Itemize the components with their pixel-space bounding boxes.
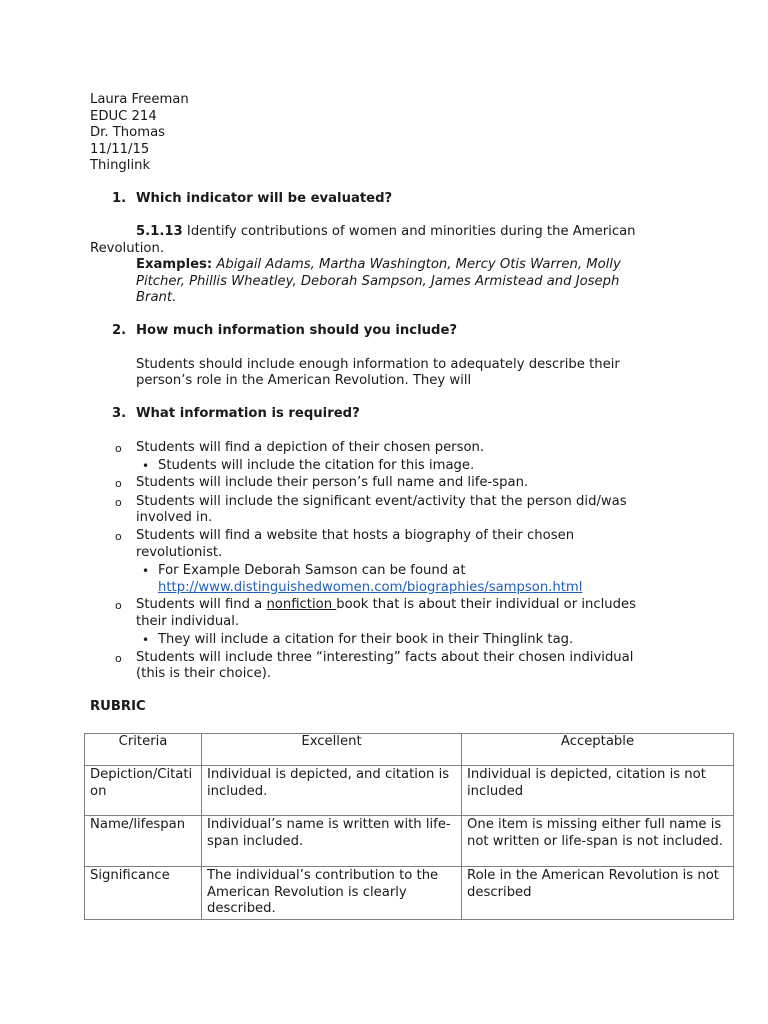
acceptable-cell: Individual is depicted, citation is not included — [462, 766, 734, 816]
indicator-text-1: Identify contributions of women and minorities during the American — [182, 224, 636, 239]
book-text-nonfiction: nonfiction — [266, 597, 337, 612]
requirement-book-line-2: their individual. — [136, 614, 240, 629]
question-2-number: 2. — [112, 323, 127, 338]
requirement-facts-line-1: Students will include three “interesting” facts about their chosen individual — [136, 650, 634, 665]
rubric-row — [85, 867, 734, 920]
indicator-code: 5.1.13 — [136, 224, 183, 239]
requirement-book-citation: They will include a citation for their book in their Thinglink tag. — [158, 632, 574, 647]
question-1-number: 1. — [112, 191, 127, 206]
book-text-pre: Students will find a — [136, 597, 267, 612]
excellent-cell: Individual is depicted, and citation is included. — [202, 766, 462, 816]
student-name: Laura Freeman — [90, 92, 189, 107]
answer-2-line-1: Students should include enough information to adequately describe their — [136, 357, 620, 372]
criteria-cell: Depiction/Citation — [85, 766, 202, 816]
question-3-number: 3. — [112, 406, 127, 421]
dot-bullet-icon: • — [142, 633, 150, 647]
ring-bullet-icon: o — [115, 599, 122, 612]
document-date: 11/11/15 — [90, 142, 150, 157]
ring-bullet-icon: o — [115, 477, 122, 490]
question-2-heading: How much information should you include? — [136, 323, 458, 338]
acceptable-cell: Role in the American Revolution is not described — [462, 867, 734, 920]
website-example-text: For Example Deborah Samson can be found at — [158, 563, 466, 578]
criteria-cell: Significance — [85, 867, 202, 920]
biography-link[interactable]: http://www.distinguishedwomen.com/biographies/sampson.html — [158, 580, 583, 595]
header-excellent: Excellent — [202, 734, 462, 766]
requirement-depiction: Students will find a depiction of their chosen person. — [136, 440, 485, 455]
rubric-title: RUBRIC — [90, 699, 146, 714]
rubric-table — [84, 733, 734, 920]
examples-line-2: Pitcher, Phillis Wheatley, Deborah Sampson, James Armistead and Joseph — [136, 274, 620, 289]
book-text-post: book that is about their individual or includes — [336, 597, 636, 612]
requirement-facts-line-2: (this is their choice). — [136, 666, 272, 681]
requirement-event-line-2: involved in. — [136, 510, 213, 525]
acceptable-cell: One item is missing either full name is not written or life-span is not included. — [462, 816, 734, 867]
examples-line-3: Brant. — [136, 290, 177, 305]
indicator-line-2: Revolution. — [90, 241, 165, 256]
requirement-website-line-2: revolutionist. — [136, 545, 223, 560]
excellent-cell: The individual’s contribution to the American Revolution is clearly described. — [202, 867, 462, 920]
question-3-heading: What information is required? — [136, 406, 360, 421]
rubric-row — [85, 766, 734, 816]
instructor-name: Dr. Thomas — [90, 125, 166, 140]
criteria-cell: Name/lifespan — [85, 816, 202, 867]
dot-bullet-icon: • — [142, 564, 150, 578]
indicator-line-1 — [136, 224, 636, 241]
question-1-heading: Which indicator will be evaluated? — [136, 191, 393, 206]
requirement-depiction-citation: Students will include the citation for this image. — [158, 458, 475, 473]
header-acceptable: Acceptable — [462, 734, 734, 766]
project-name: Thinglink — [90, 158, 151, 173]
rubric-row — [85, 816, 734, 867]
ring-bullet-icon: o — [115, 530, 122, 543]
rubric-header-row — [85, 734, 734, 766]
ring-bullet-icon: o — [115, 652, 122, 665]
ring-bullet-icon: o — [115, 496, 122, 509]
examples-text-1: Abigail Adams, Martha Washington, Mercy Otis Warren, Molly — [212, 257, 621, 272]
requirement-event-line-1: Students will include the significant event/activity that the person did/was — [136, 494, 627, 509]
excellent-cell: Individual’s name is written with life-span included. — [202, 816, 462, 867]
ring-bullet-icon: o — [115, 442, 122, 455]
header-criteria: Criteria — [85, 734, 202, 766]
requirement-name: Students will include their person’s full name and life-span. — [136, 475, 529, 490]
answer-2-line-2: person’s role in the American Revolution. They will — [136, 373, 472, 388]
course-code: EDUC 214 — [90, 109, 157, 124]
requirement-website-line-1: Students will find a website that hosts a biography of their chosen — [136, 528, 575, 543]
dot-bullet-icon: • — [142, 459, 150, 473]
examples-label: Examples: — [136, 257, 213, 272]
examples-line-1 — [136, 257, 621, 274]
requirement-book-line-1 — [136, 597, 636, 614]
